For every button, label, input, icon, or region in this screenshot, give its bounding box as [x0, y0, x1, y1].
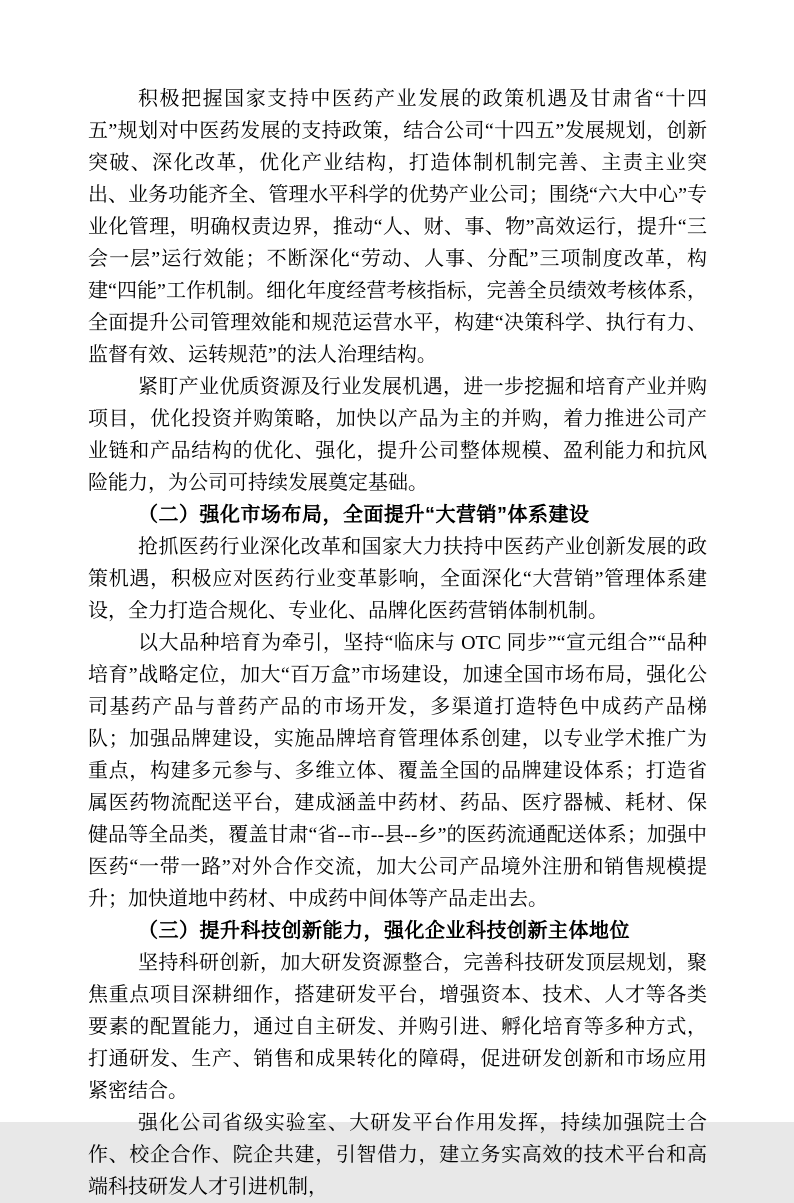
section-heading: （三）提升科技创新能力，强化企业科技创新主体地位 [138, 920, 630, 942]
paragraph: 积极把握国家支持中医药产业发展的政策机遇及甘肃省“十四五”规划对中医药发展的支持政策，结合公司“十四五”发展规划，创新突破、深化改革，优化产业结构，打造体制机制完善、主责主业突出、业务功能齐全、管理水平科学的优势产业公司；围绕“六大中心”专业化管理，明确权责边界，推动“人、财、事、物”高效运行，提升“三会一层”运行效能；不断深化“劳动、人事、分配”三项制度改革，构建“四能”工作机制。细化年度经营考核指标，完善全员绩效考核体系，全面提升公司管理效能和规范运营水平，构建“决策科学、执行有力、监督有效、运转规范”的法人治理结构。 [88, 88, 707, 366]
section-heading: （二）强化市场布局，全面提升“大营销”体系建设 [138, 504, 590, 526]
paragraph: 紧盯产业优质资源及行业发展机遇，进一步挖掘和培育产业并购项目，优化投资并购策略，加快以产品为主的并购，着力推进公司产业链和产品结构的优化、强化，提升公司整体规模、盈利能力和抗风险能力，为公司可持续发展奠定基础。 [88, 376, 707, 494]
paragraph: 以大品种培育为牵引，坚持“临床与 OTC 同步”“宣元组合”“品种培育”战略定位，加大“百万盒”市场建设，加速全国市场布局，强化公司基药产品与普药产品的市场开发，多渠道打造特色中成药产品梯队；加强品牌建设，实施品牌培育管理体系创建，以专业学术推广为重点，构建多元参与、多维立体、覆盖全国的品牌建设体系；打造省属医药物流配送平台，建成涵盖中药材、药品、医疗器械、耗材、保健品等全品类，覆盖甘肃“省--市--县--乡”的医药流通配送体系；加强中医药“一带一路”对外合作交流，加大公司产品境外注册和销售规模提升；加快道地中药材、中成药中间体等产品走出去。 [88, 632, 707, 910]
paragraph: 坚持科研创新，加大研发资源整合，完善科技研发顶层规划，聚焦重点项目深耕细作，搭建研发平台，增强资本、技术、人才等各类要素的配置能力，通过自主研发、并购引进、孵化培育等多种方式，打通研发、生产、销售和成果转化的障碍，促进研发创新和市场应用紧密结合。 [88, 952, 707, 1102]
paragraph: 强化公司省级实验室、大研发平台作用发挥，持续加强院士合作、校企合作、院企共建，引智借力，建立务实高效的技术平台和高端科技研发人才引进机制， [88, 1112, 707, 1198]
document-content [88, 83, 707, 1203]
paragraph: 抢抓医药行业深化改革和国家大力扶持中医药产业创新发展的政策机遇，积极应对医药行业变革影响，全面深化“大营销”管理体系建设，全力打造合规化、专业化、品牌化医药营销体制机制。 [88, 536, 707, 622]
